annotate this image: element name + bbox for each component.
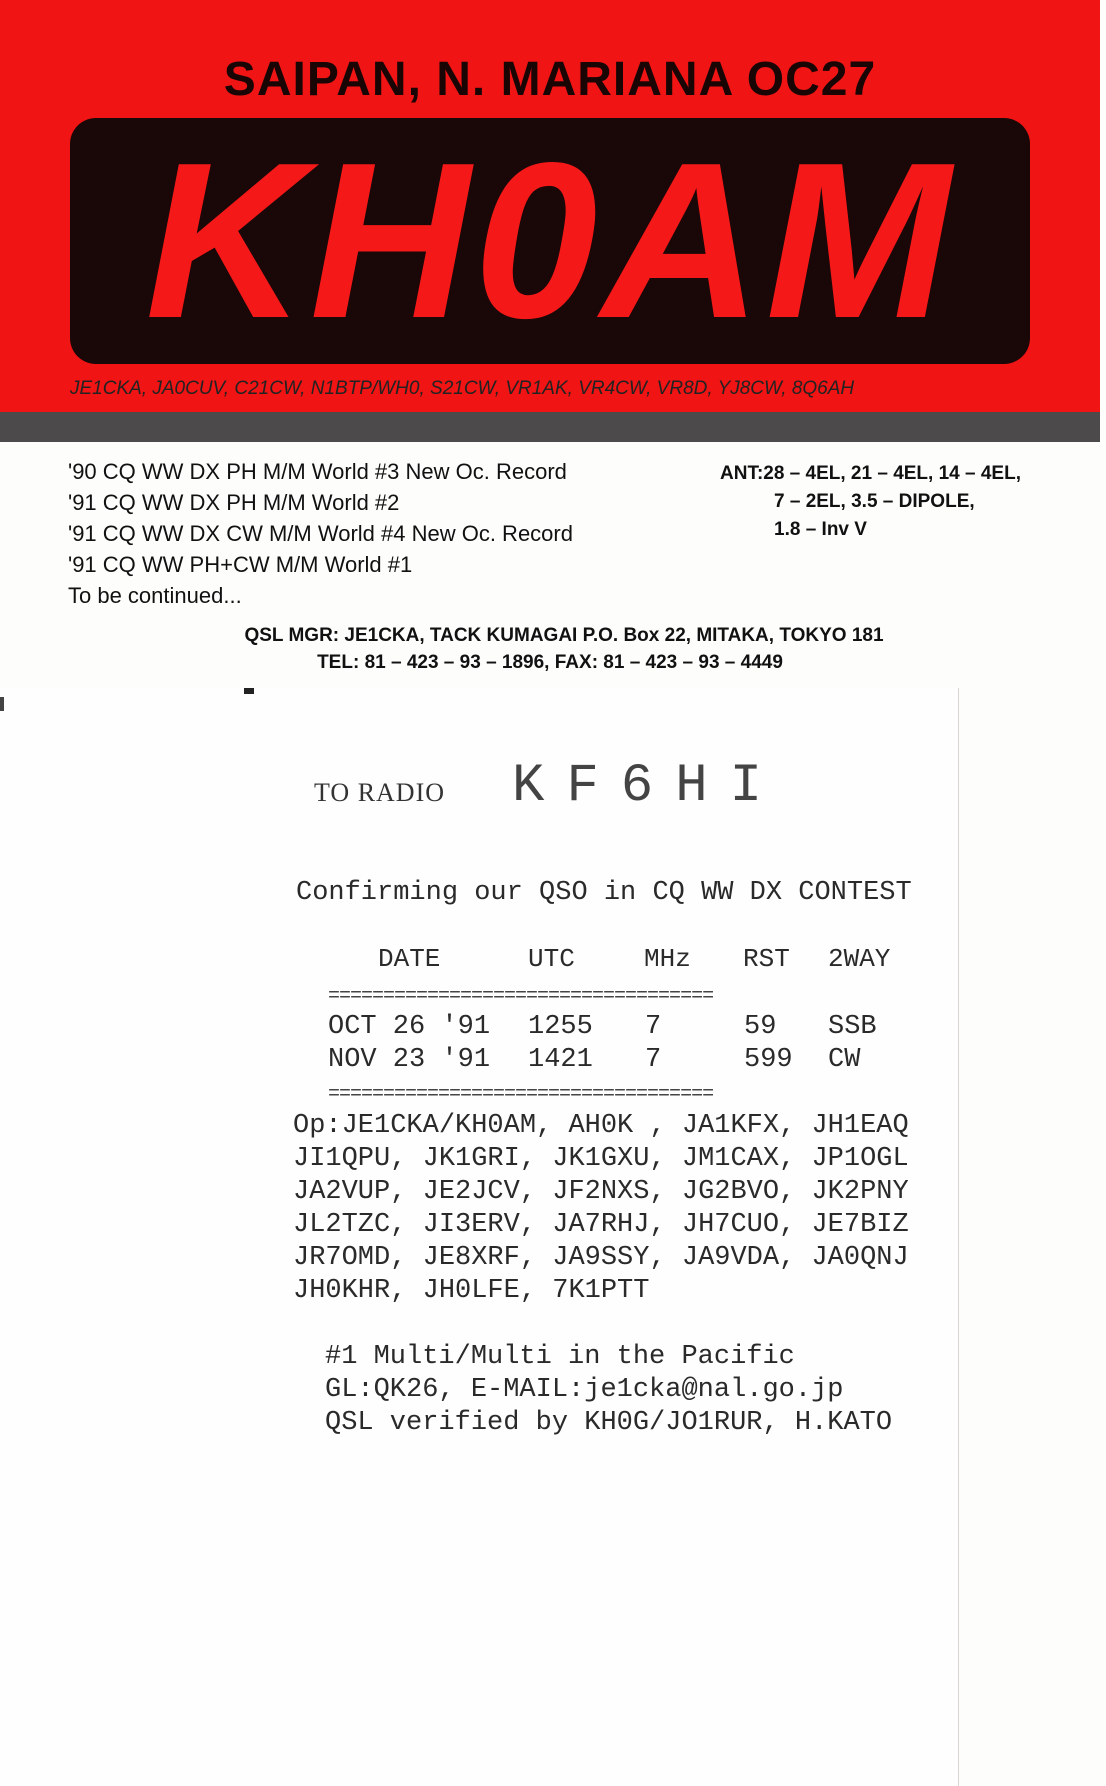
- record-line: '91 CQ WW DX CW M/M World #4 New Oc. Record: [68, 521, 573, 546]
- record-line: '91 CQ WW PH+CW M/M World #1: [68, 552, 413, 577]
- qso-mode: CW: [828, 1045, 861, 1075]
- operator-line: JH0KHR, JH0LFE, 7K1PTT: [293, 1276, 650, 1306]
- record-line: To be continued...: [68, 583, 242, 608]
- contest-records: [68, 456, 573, 611]
- qso-rst: 599: [744, 1045, 793, 1075]
- callsign-logo: KH0AM: [145, 117, 955, 365]
- to-radio-label: TO RADIO: [314, 778, 446, 807]
- operator-line: JL2TZC, JI3ERV, JA7RHJ, JH7CUO, JE7BIZ: [293, 1210, 909, 1240]
- column-header-mhz: MHz: [644, 944, 691, 974]
- qsl-manager-block: [0, 622, 1100, 676]
- location-title: SAIPAN, N. MARIANA OC27: [223, 53, 877, 106]
- print-mark: [244, 688, 254, 694]
- qso-rst: 59: [744, 1012, 777, 1042]
- record-line: '91 CQ WW DX PH M/M World #2: [68, 490, 400, 515]
- operator-line: JR7OMD, JE8XRF, JA9SSY, JA9VDA, JA0QNJ: [293, 1243, 909, 1273]
- antenna-list: [720, 460, 1021, 544]
- column-header-date: DATE: [378, 944, 441, 974]
- print-mark: [0, 697, 4, 711]
- antenna-line: 1.8 – Inv V: [774, 519, 867, 540]
- qso-date: OCT 26 '91: [328, 1012, 491, 1042]
- qso-mhz: 7: [645, 1012, 662, 1042]
- operator-line: Op:JE1CKA/KH0AM, AH0K , JA1KFX, JH1EAQ: [293, 1111, 909, 1141]
- record-line: '90 CQ WW DX PH M/M World #3 New Oc. Record: [68, 459, 567, 484]
- qso-mhz: 7: [645, 1045, 662, 1075]
- qso-utc: 1421: [528, 1045, 593, 1075]
- qso-date: NOV 23 '91: [328, 1045, 491, 1075]
- operator-line: JI1QPU, JK1GRI, JK1GXU, JM1CAX, JP1OGL: [293, 1144, 909, 1174]
- confirmation-text: Confirming our QSO in CQ WW DX CONTEST: [296, 878, 912, 908]
- operator-line: JA2VUP, JE2JCV, JF2NXS, JG2BVO, JK2PNY: [293, 1177, 909, 1207]
- table-separator: ===================================: [328, 985, 714, 1008]
- column-header-2way: 2WAY: [828, 944, 891, 974]
- operator-list: [293, 1110, 909, 1308]
- footer-line: QSL verified by KH0G/JO1RUR, H.KATO: [325, 1408, 893, 1438]
- antenna-line: 7 – 2EL, 3.5 – DIPOLE,: [774, 491, 975, 512]
- column-header-rst: RST: [743, 944, 790, 974]
- label-footer: [325, 1341, 892, 1440]
- qsl-card-front: [0, 0, 1106, 680]
- qso-mode: SSB: [828, 1012, 877, 1042]
- antenna-line: ANT:28 – 4EL, 21 – 4EL, 14 – 4EL,: [720, 463, 1021, 484]
- qsl-manager-address: QSL MGR: JE1CKA, TACK KUMAGAI P.O. Box 22, MITAKA, TOKYO 181: [244, 625, 884, 646]
- footer-line: #1 Multi/Multi in the Pacific: [325, 1342, 795, 1372]
- operators-strip: JE1CKA, JA0CUV, C21CW, N1BTP/WH0, S21CW, VR1AK, VR4CW, VR8D, YJ8CW, 8Q6AH: [70, 378, 855, 399]
- column-header-utc: UTC: [528, 944, 575, 974]
- recipient-callsign: KF6HI: [512, 756, 785, 817]
- table-separator: ===================================: [328, 1083, 714, 1106]
- qso-utc: 1255: [528, 1012, 593, 1042]
- footer-line: GL:QK26, E-MAIL:je1cka@nal.go.jp: [325, 1375, 844, 1405]
- qsl-manager-contact: TEL: 81 – 423 – 93 – 1896, FAX: 81 – 423 – 93 – 4449: [317, 652, 783, 673]
- divider-stripe: [0, 412, 1100, 442]
